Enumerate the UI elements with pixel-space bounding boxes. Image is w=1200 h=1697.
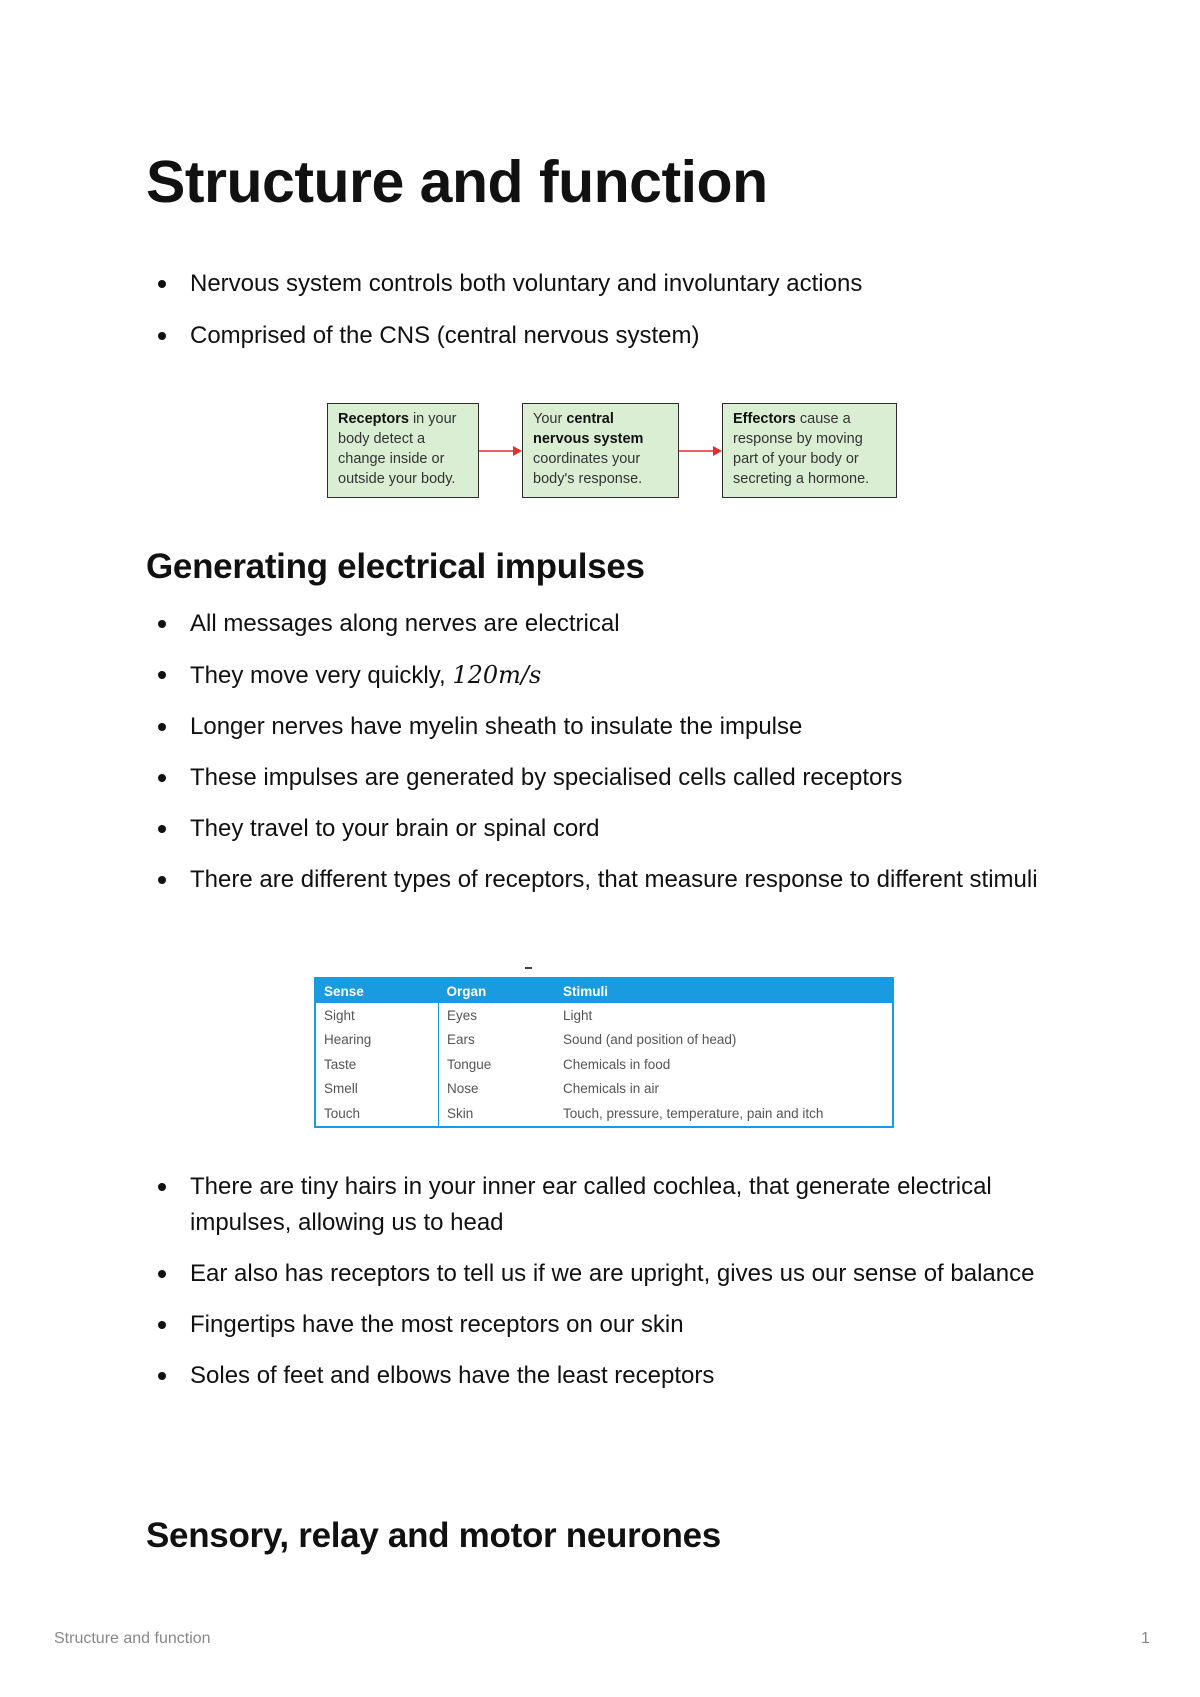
table-cell: Sound (and position of head)	[563, 1032, 737, 1048]
list-item: Fingertips have the most receptors on our skin	[146, 1307, 1076, 1343]
list-item-text: They move very quickly,	[190, 662, 453, 689]
arrow-right-icon	[679, 442, 722, 460]
nervous-system-flow-diagram	[327, 403, 897, 500]
table-header-cell: Sense	[316, 979, 439, 1003]
senses-table	[314, 977, 894, 1128]
table-cell: Sight	[316, 1003, 439, 1028]
ear-skin-bullet-list	[146, 1169, 1076, 1394]
flow-box-bold: Effectors	[733, 411, 796, 427]
table-header-row	[316, 979, 892, 1003]
table-row	[316, 1077, 892, 1102]
table-cell: Hearing	[316, 1028, 439, 1053]
list-item: Ear also has receptors to tell us if we are upright, gives us our sense of balance	[146, 1256, 1076, 1292]
impulse-bullet-list	[146, 606, 1076, 898]
table-cell: Ears	[447, 1032, 475, 1048]
list-item: Nervous system controls both voluntary and involuntary actions	[146, 266, 1076, 302]
section-heading: Sensory, relay and motor neurones	[146, 1516, 721, 1555]
list-item: All messages along nerves are electrical	[146, 606, 1076, 642]
flow-box-bold: Receptors	[338, 411, 409, 427]
table-cell: Chemicals in food	[563, 1056, 671, 1072]
table-cell: Touch	[316, 1101, 439, 1126]
flow-box-bold: central nervous system	[533, 411, 644, 447]
table-cell: Smell	[316, 1077, 439, 1102]
list-item: They travel to your brain or spinal cord	[146, 811, 1076, 847]
footer-title: Structure and function	[54, 1630, 211, 1647]
table-row	[316, 1101, 892, 1126]
arrow-right-icon	[479, 442, 522, 460]
table-header-cell: Organ	[439, 979, 556, 1003]
speed-math: 120m/s	[452, 661, 542, 689]
flow-box-effectors	[722, 403, 897, 498]
flow-box-receptors	[327, 403, 479, 498]
table-cell: Nose	[447, 1081, 479, 1097]
table-cell: Chemicals in air	[563, 1081, 660, 1097]
flow-box-text: coordinates your body's response.	[533, 451, 643, 487]
table-header-cell: Stimuli	[555, 979, 892, 1003]
list-item: Soles of feet and elbows have the least receptors	[146, 1358, 1076, 1394]
table-cell: Touch, pressure, temperature, pain and itch	[563, 1105, 824, 1121]
flow-box-text: in your body detect a change inside or outside your body.	[338, 411, 457, 487]
flow-box-text: Your	[533, 411, 567, 427]
section-heading: Generating electrical impulses	[146, 547, 645, 586]
page-title: Structure and function	[146, 149, 768, 215]
table-cell: Taste	[316, 1052, 439, 1077]
list-item: Longer nerves have myelin sheath to insulate the impulse	[146, 709, 1076, 745]
table-row	[316, 1003, 892, 1028]
table-cell: Tongue	[447, 1056, 492, 1072]
list-item: These impulses are generated by specialised cells called receptors	[146, 760, 1076, 796]
table-row	[316, 1028, 892, 1053]
footer-page-number: 1	[1141, 1630, 1150, 1647]
flow-box-cns	[522, 403, 679, 498]
intro-bullet-list	[146, 266, 1076, 354]
list-item: There are tiny hairs in your inner ear called cochlea, that generate electrical impulses, allowing us to head	[146, 1169, 1076, 1241]
list-item	[146, 657, 1076, 694]
list-item: There are different types of receptors, that measure response to different stimuli	[146, 862, 1076, 898]
table-cell: Skin	[447, 1105, 474, 1121]
table-cell: Eyes	[447, 1007, 478, 1023]
table-cell: Light	[563, 1007, 593, 1023]
table-row	[316, 1052, 892, 1077]
list-item: Comprised of the CNS (central nervous system)	[146, 318, 1076, 354]
divider	[525, 967, 532, 969]
flow-box-text: cause a response by moving part of your body or secreting a hormone.	[733, 411, 870, 487]
